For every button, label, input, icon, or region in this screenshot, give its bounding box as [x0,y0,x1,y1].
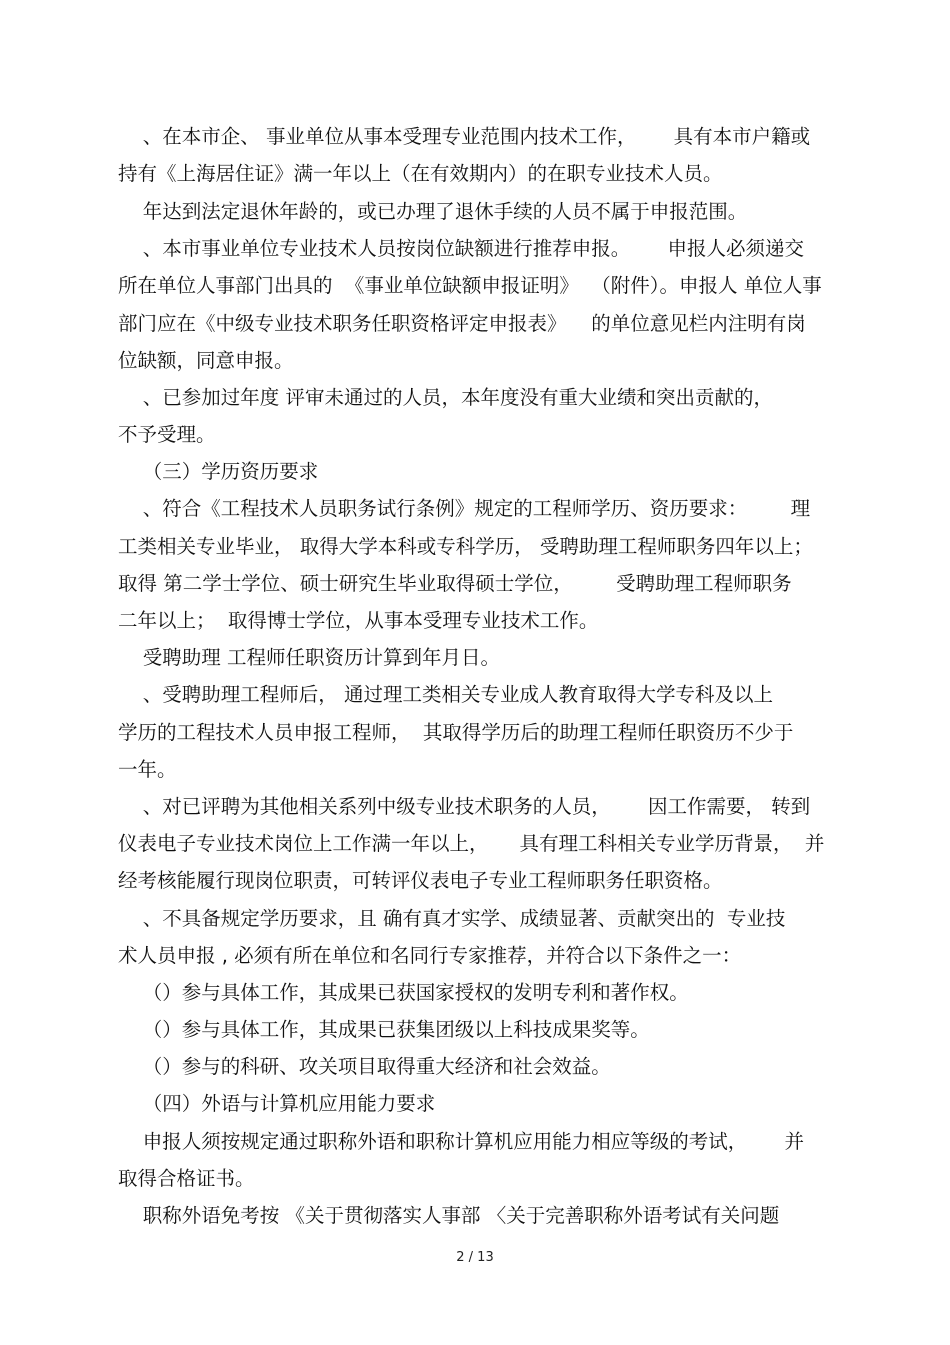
text-line: 所在单位人事部门出具的 《事业单位缺额申报证明》 （附件）。申报人 单位人事 [118,274,822,297]
text-line: 二年以上； 取得博士学位，从事本受理专业技术工作。 [118,609,599,632]
text-line: 申报人须按规定通过职称外语和职称计算机应用能力相应等级的考试， 并 [118,1130,804,1153]
text-line: （三）学历资历要求 [118,460,319,483]
text-line: 职称外语免考按 《关于贯彻落实人事部 〈关于完善职称外语考试有关问题 [118,1204,780,1227]
text-line: 年达到法定退休年龄的，或已办理了退休手续的人员不属于申报范围。 [118,200,748,223]
text-line: 不予受理。 [118,423,216,446]
text-line: 持有《上海居住证》满一年以上（在有效期内）的在职专业技术人员。 [118,162,723,185]
text-line: 、受聘助理工程师后， 通过理工类相关专业成人教育取得大学专科及以上 [118,683,773,706]
text-line: （四）外语与计算机应用能力要求 [118,1092,436,1115]
text-line: 、对已评聘为其他相关系列中级专业技术职务的人员， 因工作需要， 转到 [118,795,811,818]
text-line: 受聘助理 工程师任职资历计算到年月日。 [118,646,500,669]
page-number: 2 / 13 [456,1250,494,1265]
text-line: （）参与的科研、攻关项目取得重大经济和社会效益。 [118,1055,611,1078]
text-line: 经考核能履行现岗位职责，可转评仪表电子专业工程师职务任职资格。 [118,869,723,892]
text-line: 术人员申报 , 必须有所在单位和名同行专家推荐，并符合以下条件之一： [118,944,742,967]
text-line: 、已参加过年度 评审未通过的人员，本年度没有重大业绩和突出贡献的， [118,386,773,409]
text-line: 取得合格证书。 [118,1167,255,1190]
text-line: 仪表电子专业技术岗位上工作满一年以上， 具有理工科相关专业学历背景， 并 [118,832,825,855]
text-line: 、在本市企、 事业单位从事本受理专业范围内技术工作， 具有本市户籍或 [118,125,811,148]
text-line: 工类相关专业毕业， 取得大学本科或专科学历， 受聘助理工程师职务四年以上； [118,535,813,558]
text-line: （）参与具体工作，其成果已获集团级以上科技成果奖等。 [118,1018,650,1041]
text-line: 、本市事业单位专业技术人员按岗位缺额进行推荐申报。 申报人必须递交 [118,237,804,260]
text-line: （）参与具体工作，其成果已获国家授权的发明专利和著作权。 [118,981,689,1004]
text-line: 部门应在《中级专业技术职务任职资格评定申报表》 的单位意见栏内注明有岗 [118,312,806,335]
text-line: 取得 第二学士学位、硕士研究生毕业取得硕士学位， 受聘助理工程师职务 [118,572,792,595]
text-line: 一年。 [118,758,177,781]
text-line: 、不具备规定学历要求，且 确有真才实学、成绩显著、贡献突出的 专业技 [118,907,786,930]
text-line: 位缺额，同意申报。 [118,349,294,372]
text-line: 、符合《工程技术人员职务试行条例》规定的工程师学历、资历要求： 理 [118,497,811,520]
text-line: 学历的工程技术人员申报工程师， 其取得学历后的助理工程师任职资历不少于 [118,721,794,744]
